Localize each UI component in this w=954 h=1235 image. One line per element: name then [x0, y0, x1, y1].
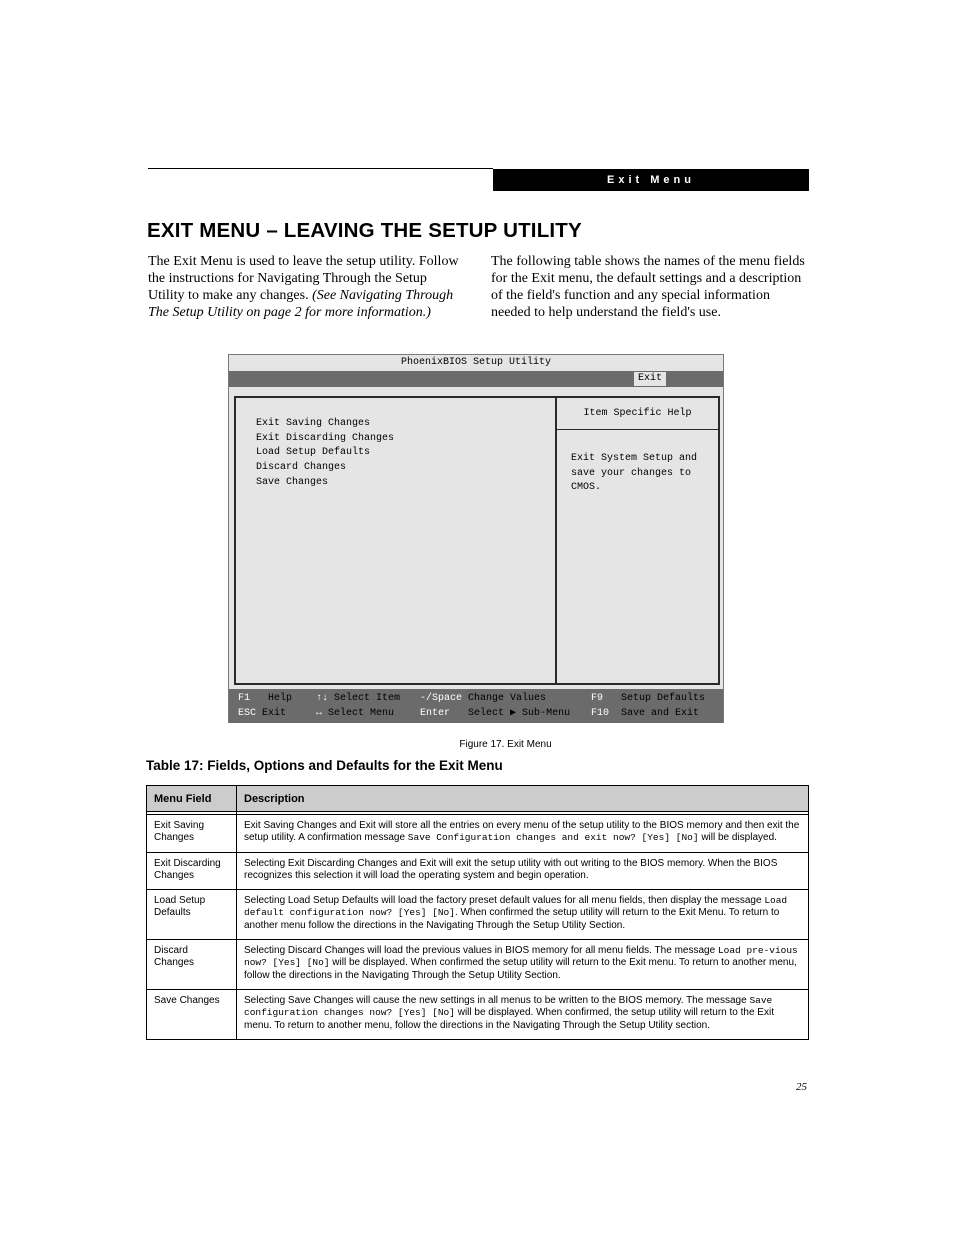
- bios-footer: [229, 689, 723, 723]
- bios-tab-exit[interactable]: Exit: [634, 372, 666, 386]
- intro-left: [148, 253, 466, 321]
- footer-help: F1 Help: [238, 693, 293, 704]
- bios-menu-item[interactable]: Save Changes: [256, 476, 329, 488]
- table-row: [147, 852, 809, 890]
- arrows-left-right-icon: ↔: [316, 708, 323, 719]
- table-row: [147, 815, 809, 853]
- field-name: Exit Saving Changes: [147, 815, 237, 853]
- header-rule: [148, 168, 493, 169]
- bios-menu-list: [256, 417, 394, 491]
- field-description: Selecting Load Setup Defaults will load the factory preset default values for all menu fields, then display the message Load default configuration now? [Yes] [No]. When confirmed the setup utility will return to the Exit Menu. To return to another menu follow the directions in the Navigating Through the Setup Utility Section.: [237, 890, 809, 940]
- page-title: EXIT MENU – LEAVING THE SETUP UTILITY: [147, 219, 582, 242]
- table-title: Table 17: Fields, Options and Defaults for the Exit Menu: [146, 758, 503, 773]
- field-name: Load Setup Defaults: [147, 890, 237, 940]
- field-name: Discard Changes: [147, 940, 237, 990]
- field-description: Exit Saving Changes and Exit will store all the entries on every menu of the setup utility to the BIOS memory and then exit the setup utility. A confirmation message Save Configuration changes and exit now? [Yes] [No] will be displayed.: [237, 815, 809, 853]
- bios-menu-item[interactable]: Exit Saving Changes: [256, 418, 371, 429]
- column-header-field: Menu Field: [147, 786, 237, 812]
- bios-menu-item[interactable]: Load Setup Defaults: [256, 447, 371, 459]
- footer-sub-menu: Enter Select ▶ Sub-Menu: [420, 708, 571, 719]
- footer-select-item: ↑↓ Select Item: [316, 693, 401, 704]
- field-description: Selecting Save Changes will cause the new settings in all menus to be written to the BIOS memory. The message Save configuration changes now? [Yes] [No] will be displayed. When confirmed, the setup utility will return to the Exit menu. To return to another menu, follow the directions in the Navigating Through the Setup Utility section.: [237, 989, 809, 1039]
- message-code: Load default configuration now? [Yes] [No]: [244, 895, 788, 919]
- field-name: Exit Discarding Changes: [147, 852, 237, 890]
- field-description: Selecting Discard Changes will load the previous values in BIOS memory for all menu fields. The message Load pre-vious now? [Yes] [No] will be displayed. When confirmed the setup utility will return to the Exit menu. To return to another menu, follow the directions in the Navigating Through the Setup Utility Section.: [237, 940, 809, 990]
- page-number: 25: [796, 1081, 807, 1093]
- footer-change-values: -/Space Change Values: [420, 693, 547, 704]
- bios-menu-panel: [234, 396, 556, 685]
- fields-table: [146, 785, 809, 1040]
- bios-menu-item[interactable]: Discard Changes: [256, 462, 347, 474]
- bios-menu-item[interactable]: Exit Discarding Changes: [256, 432, 395, 444]
- column-header-description: Description: [237, 786, 809, 812]
- bios-screenshot: [228, 354, 724, 723]
- table-row: [147, 890, 809, 940]
- table-row: [147, 989, 809, 1039]
- table-row: [147, 940, 809, 990]
- bios-help-panel: [556, 396, 720, 685]
- field-description: Selecting Exit Discarding Changes and Exit will exit the setup utility with out writing to the BIOS memory. When the BIOS recognizes this selection it will load the operating system and begin operation.: [237, 852, 809, 890]
- message-code: Load pre-vious now? [Yes] [No]: [244, 945, 798, 969]
- help-text: Exit System Setup and save your changes to CMOS.: [571, 453, 698, 494]
- footer-setup-defaults: F9 Setup Defaults: [591, 693, 706, 704]
- message-code: Save Configuration changes and exit now? [Yes] [No]: [407, 832, 699, 844]
- table-header-row: [147, 786, 809, 812]
- bios-title: PhoenixBIOS Setup Utility: [400, 357, 552, 368]
- bios-menubar: [229, 371, 723, 387]
- message-code: Save configuration changes now? [Yes] [No]: [244, 994, 773, 1019]
- arrows-up-down-icon: ↑↓: [316, 693, 329, 704]
- intro-right: The following table shows the names of the menu fields for the Exit menu, the default settings and a description of the field's function and any special information needed to help understand the field's use.: [491, 254, 805, 320]
- intro-left-crossref: (See Navigating Through The Setup Utility on page 2 for more information.): [148, 288, 454, 320]
- help-title: Item Specific Help: [557, 398, 718, 430]
- footer-select-menu: ↔ Select Menu: [316, 708, 395, 719]
- field-name: Save Changes: [147, 989, 237, 1039]
- intro-left-text: The Exit Menu is used to leave the setup utility. Follow the instructions for Navigating Through the Setup Utility to make any changes.: [148, 254, 459, 303]
- figure-caption: Figure 17. Exit Menu: [459, 739, 552, 750]
- footer-exit: ESC Exit: [238, 708, 287, 719]
- section-label: Exit Menu: [493, 169, 809, 191]
- footer-save-exit: F10 Save and Exit: [591, 708, 700, 719]
